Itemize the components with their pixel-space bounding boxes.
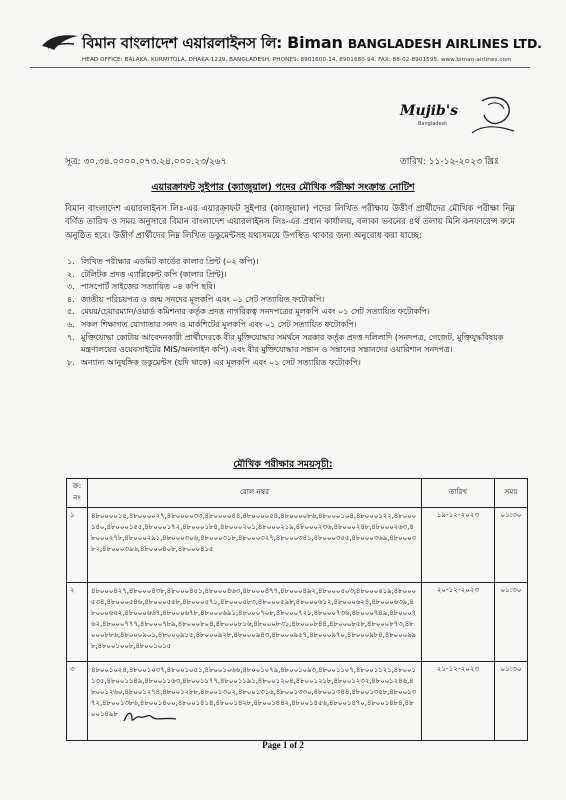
row-serial: ৩ [67, 662, 88, 741]
mujib-emblem-text: Mujib's [400, 103, 459, 119]
list-item-number: ৭. [67, 332, 75, 342]
schedule-title: মৌখিক পরীক্ষার সময়সূচী: [233, 459, 333, 470]
document-list [65, 256, 525, 369]
row-time: ০১:৩০ [495, 583, 528, 662]
list-item-number: ২. [67, 269, 75, 279]
header-serial: ক্র: নং [67, 479, 88, 508]
brand-english: Biman [287, 33, 343, 52]
portrait-sketch-icon [462, 95, 520, 135]
row-time: ০১:৩০ [495, 662, 528, 741]
list-item-number: ৬. [67, 319, 75, 329]
list-item-text: মেয়র/চেয়ারম্যান/ওয়ার্ড কমিশনার কর্তৃক প্রদত্ত নাগরিকত্ব সনদপত্রের মূলকপি এবং ০১ সেট সত্যায়িত ফটোকপি। [81, 307, 430, 317]
letterhead [40, 30, 540, 72]
list-item-number: ৮. [67, 357, 75, 367]
list-item [65, 319, 525, 332]
row-roll-numbers: ৪৮০০০৪২৭,৪৮০০০৪৩৮,৪৮০০০৪৫১,৪৮০০০৪৬৩,৪৮০০০৪৭৭,৪৮০০০৪৯২,৪৮০০০৫০৩,৪৮০০০৫১৯,৪৮০০০৫৩৪,৪৮০০০৫৪৬,৪৮০০০৫৫৮,৪৮০০০৫৭১,৪৮০০০৫৮৩,৪৮০০০৫৯৮,৪৮০০০৬১২,৪৮০০০৬২৪,৪৮০০০৬৩৯,৪৮০০০৬৫২,৪৮০০০৬৬৭,৪৮০০০৬৭৮,৪৮০০০৬৯১,৪৮০০০৭০৮,৪৮০০০৭২১,৪৮০০০৭৩৬,৪৮০০০৭৪৯,৪৮০০০৭৬২,৪৮০০০৭৭৭,৪৮০০০৭৮৯,৪৮০০০৮০৪,৪৮০০০৮১৬,৪৮০০০৮৩১,৪৮০০০৮৪৪,৪৮০০০৮৫৮,৪৮০০০৮৭৩,৪৮০০০৮৮৬,৪৮০০০৯০১,৪৮০০০৯১৫,৪৮০০০৯২৮,৪৮০০০৯৪৩,৪৮০০০৯৫৭,৪৮০০০৯৭০,৪৮০০০৯৮৪,৪৮০০০৯৯৮,৪৮০০১০০৮,৪৮০০১০১৫ [88, 583, 422, 662]
row-date: ২০-১২-২০২৩ [422, 583, 495, 662]
issue-date: তারিখ: ১১-১২-২০২৩ খ্রিঃ [400, 157, 499, 167]
list-item [65, 256, 525, 269]
header-roll-number: রোল নম্বর [88, 479, 422, 508]
list-item [65, 332, 525, 357]
head-office-address: HEAD OFFICE: BALAKA, KURMITOLA, DHAKA-1229, BANGLADESH, PHONES: 8901600-14, 8901680-94, FAX: 88-02-8901595, www.biman-airlines.com [82, 57, 512, 63]
list-item-text: লিখিত পরীক্ষার এডমিট কার্ডের কালার প্রিন্ট (০২ কপি)। [81, 257, 259, 266]
header-date: তারিখ [422, 479, 495, 508]
list-item [65, 294, 525, 307]
notice-body: বিমান বাংলাদেশ এয়ারলাইনস লিঃ-এর এয়ারক্রাফট সুইপার (ক্যাজুয়াল) পদের লিখিত পরীক্ষায় উত্তীর্ণ প্রার্থীদের মৌখিক পরীক্ষা নিম্ন বর্ণিত তারিখ ও সময় অনুসারে বিমান বাংলাদেশ এয়ারলাইনস লিঃ-এর প্রধান কার্যালয়, বলাকা ভবনের ৪র্থ তলায় মিনি কনফারেন্স রুমে অনুষ্ঠিত হবে। উত্তীর্ণ প্রার্থীদের নিম্ন লিখিত ডকুমেন্টসহ যথাসময়ে উপস্থিত থাকার জন্য অনুরোধ করা যাচ্ছে: [65, 204, 515, 241]
row-serial: ১ [67, 508, 88, 583]
row-serial: ২ [67, 583, 88, 662]
table-row [67, 583, 528, 662]
list-item [65, 306, 525, 319]
row-roll-numbers: ৪৮০০০০১৫,৪৮০০০০২৭,৪৮০০০০৩৩,৪৮০০০০৪৪,৪৮০০০০৫৪,৪৮০০০০৮৬,৪৮০০০১০৪,৪৮০০০১২২,৪৮০০০১৪০,৪৮০০০১৫৫,৪৮০০০১৭২,৪৮০০০১৮৪,৪৮০০০২০১,৪৮০০০২১৯,৪৮০০০২৩৬,৪৮০০০২৪৮,৪৮০০০২৬৩,৪৮০০০২৭৮,৪৮০০০২৯১,৪৮০০০৩০৬,৪৮০০০৩১৮,৪৮০০০৩২৭,৪৮০০০৩৪১,৪৮০০০৩৫৫,৪৮০০০৩৬৯,৪৮০০০৩৮২,৪৮০০০৩৯৬,৪৮০০০৪০৮,৪৮০০০৪১৫ [88, 508, 422, 583]
row-date: ২১-১২-২০২৩ [422, 662, 495, 741]
list-item-text: পাসপোর্ট সাইজের সত্যায়িত ০৪ কপি ছবি। [81, 282, 216, 292]
page-number: Page 1 of 2 [262, 740, 304, 750]
row-time: ০১:৩০ [495, 508, 528, 583]
list-item-number: ৩. [67, 282, 75, 292]
notice-title: এয়ারক্রাফট সুইপার (ক্যাজুয়াল) পদের মৌখিক পরীক্ষা সংক্রান্ত নোটিশ [151, 182, 415, 193]
list-item-text: সকল শিক্ষাগত যোগ্যতার সনদ ও মার্কশিটের মূলকপি এবং ০১ সেট সত্যায়িত ফটোকপি। [81, 319, 357, 329]
list-item-text: অন্যান্য আনুষঙ্গিক ডকুমেন্টস (যদি থাকে) এর মূলকপি এবং ০১ সেট সত্যায়িত ফটোকপি। [81, 357, 361, 367]
list-item-number: ৪. [67, 294, 75, 304]
list-item-number: ১. [67, 257, 75, 266]
row-roll-numbers: ৪৮০০১০২৪,৪৮০০১০৩৭,৪৮০০১০৫১,৪৮০০১০৬৬,৪৮০০১০৭৯,৪৮০০১০৯৩,৪৮০০১১০৭,৪৮০০১১২১,৪৮০০১১৩৫,৪৮০০১১৪৯,৪৮০০১১৬৩,৪৮০০১১৭৭,৪৮০০১১৯১,৪৮০০১২০৪,৪৮০০১২১৮,৪৮০০১২৩২,৪৮০০১২৪৬,৪৮০০১২৬০,৪৮০০১২৭৪,৪৮০০১২৮৮,৪৮০০১৩০২,৪৮০০১৩১৬,৪৮০০১৩৩০,৪৮০০১৩৪৪,৪৮০০১৩৫৮,৪৮০০১৩৭২,৪৮০০১৩৮৬,৪৮০০১৪০০,৪৮০০১৪১৪,৪৮০০১৪২৮,৪৮০০১৪৪২,৪৮০০১৪৫৬,৪৮০০১৪৭০,৪৮০০১৪৮৪,৪৮০০১৪৯৮ [88, 662, 422, 741]
brand-english-sub: BANGLADESH AIRLINES LTD. [347, 36, 542, 51]
table-header-row [67, 479, 528, 508]
brand-bengali: বিমান বাংলাদেশ এয়ারলাইনস লি: [82, 34, 283, 52]
airline-logo-icon [40, 30, 80, 58]
schedule-table [66, 478, 528, 741]
list-item [65, 269, 525, 282]
row-date: ১৯-১২-২০২৩ [422, 508, 495, 583]
list-item-text: জাতীয় পরিচয়পত্র ও জন্ম সনদের মূলকপি এবং ০১ সেট সত্যায়িত ফটোকপি। [81, 294, 325, 304]
table-row [67, 662, 528, 741]
mujib-emblem [400, 95, 530, 155]
list-item-text: মুক্তিযোদ্ধা কোটায় আবেদনকারী প্রার্থীদেরকে বীর মুক্তিযোদ্ধার সমর্থনে সরকার কর্তৃক প্রদত্ত দলিলাদি (সনদপত্র, গেজেট, মুক্তিযুদ্ধবিষয়ক মন্ত্রণালয়ের ওয়েবসাইটের MIS/অনলাইন কপি) এবং বীর মুক্তিযোদ্ধার সন্তান ও সন্তানের সন্তানদের ওয়ারিশান সনদপত্র। [81, 332, 504, 355]
header-time: সময় [495, 479, 528, 508]
list-item [65, 357, 525, 370]
table-row [67, 508, 528, 583]
signature-icon [120, 707, 180, 727]
list-item [65, 281, 525, 294]
header-divider [30, 67, 530, 68]
reference-number: সূত্র: ৩০.৩৪.০০০০.০৭৩.২৪.০০০.২৩/২৬৭ [65, 157, 227, 167]
mujib-emblem-sub: Bangladesh [418, 121, 448, 127]
list-item-number: ৫. [67, 307, 75, 317]
brand-line [82, 32, 542, 57]
list-item-text: টেলিটক প্রদত্ত এ্যাপ্লিকেন্ট কপি (কালার প্রিন্ট)। [81, 269, 227, 279]
